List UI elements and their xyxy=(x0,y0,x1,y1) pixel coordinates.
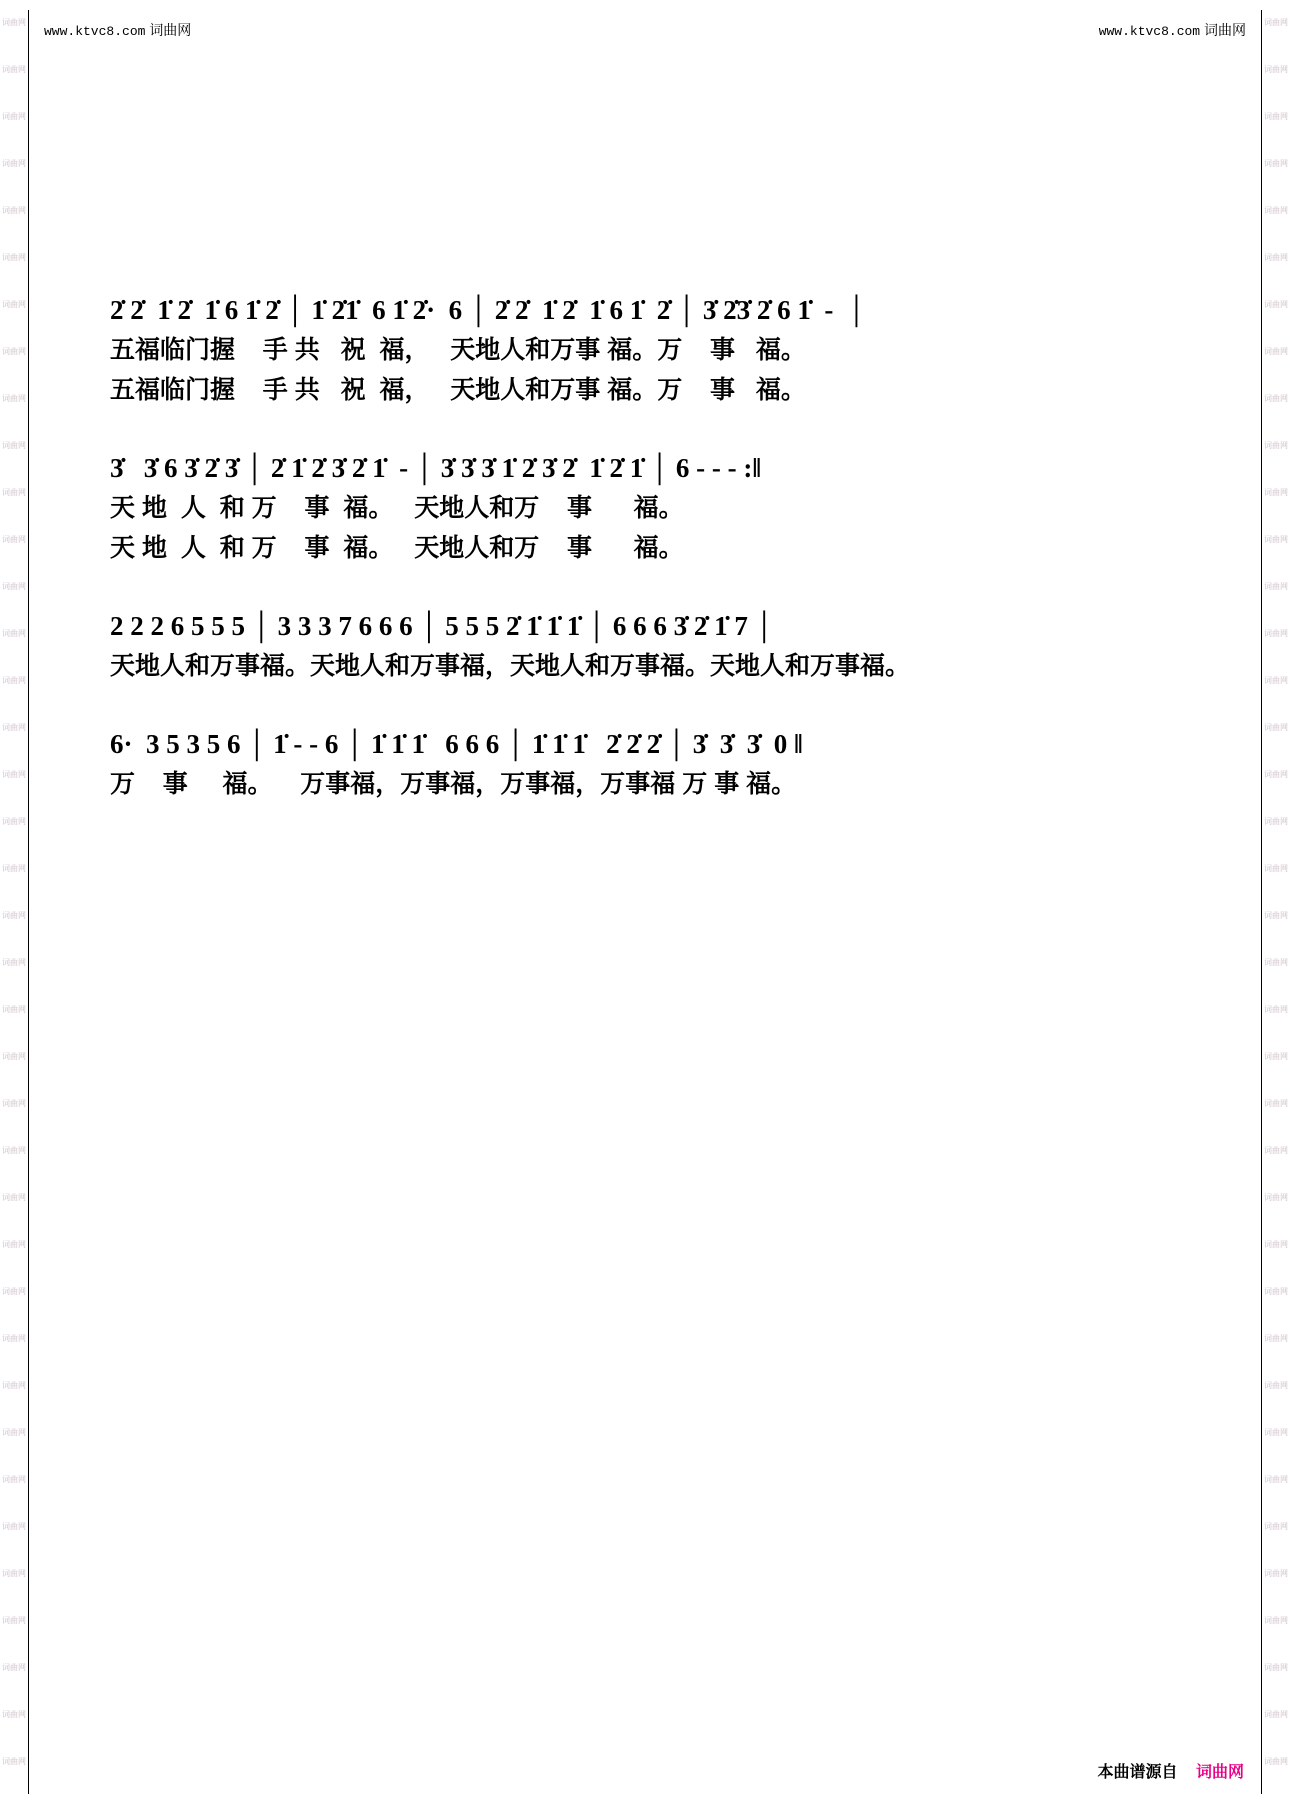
notation-line-4: 6· 3 5 3 5 6 │ 1̇ - - 6 │ 1̇ 1̇ 1̇ 6 6 6 │ 1̇ 1̇ 1̇ 2̇ 2̇ 2̇ │ 3̇ 3̇ 3̇ 0 ‖ xyxy=(110,729,803,759)
score-system-1 xyxy=(110,290,1020,410)
watermark-text: 词曲网 xyxy=(2,723,26,732)
page-frame xyxy=(28,10,1262,1794)
watermark-text: 词曲网 xyxy=(1264,535,1288,544)
watermark-text: 词曲网 xyxy=(2,1240,26,1249)
watermark-text: 词曲网 xyxy=(1264,65,1288,74)
watermark-text: 词曲网 xyxy=(2,65,26,74)
watermark-text: 词曲网 xyxy=(2,1099,26,1108)
watermark-text: 词曲网 xyxy=(2,629,26,638)
score-system-3 xyxy=(110,606,1020,686)
watermark-text: 词曲网 xyxy=(2,1052,26,1061)
header-left-url: www.ktvc8.com xyxy=(44,24,146,39)
watermark-text: 词曲网 xyxy=(1264,1475,1288,1484)
watermark-text: 词曲网 xyxy=(2,1381,26,1390)
watermark-text: 词曲网 xyxy=(1264,112,1288,121)
watermark-text: 词曲网 xyxy=(2,1522,26,1531)
watermark-text: 词曲网 xyxy=(1264,1428,1288,1437)
watermark-text: 词曲网 xyxy=(1264,723,1288,732)
header-right xyxy=(1099,20,1246,40)
watermark-text: 词曲网 xyxy=(1264,1240,1288,1249)
watermark-text: 词曲网 xyxy=(1264,864,1288,873)
lyric-line-2b: 天 地 人 和 万 事 福。 天地人和万 事 福。 xyxy=(110,534,684,562)
watermark-text: 词曲网 xyxy=(1264,1099,1288,1108)
watermark-text: 词曲网 xyxy=(1264,441,1288,450)
watermark-text: 词曲网 xyxy=(1264,300,1288,309)
watermark-text: 词曲网 xyxy=(2,1334,26,1343)
watermark-text: 词曲网 xyxy=(1264,676,1288,685)
watermark-text: 词曲网 xyxy=(1264,1522,1288,1531)
score-system-2 xyxy=(110,448,1020,568)
header-right-url: www.ktvc8.com xyxy=(1098,24,1201,39)
watermark-text: 词曲网 xyxy=(1264,629,1288,638)
header-left-site: 词曲网 xyxy=(149,22,192,38)
watermark-text: 词曲网 xyxy=(1264,582,1288,591)
watermark-text: 词曲网 xyxy=(1264,1663,1288,1672)
watermark-text: 词曲网 xyxy=(2,488,26,497)
watermark-text: 词曲网 xyxy=(1264,1052,1288,1061)
watermark-text: 词曲网 xyxy=(2,1146,26,1155)
watermark-text: 词曲网 xyxy=(2,1005,26,1014)
watermark-text: 词曲网 xyxy=(1264,1381,1288,1390)
watermark-text: 词曲网 xyxy=(2,1710,26,1719)
lyric-line-1a: 五福临门握 手 共 祝 福， 天地人和万事 福。万 事 福。 xyxy=(110,336,806,364)
footer xyxy=(1098,1759,1244,1782)
watermark-text: 词曲网 xyxy=(1264,817,1288,826)
watermark-text: 词曲网 xyxy=(2,1475,26,1484)
watermark-text: 词曲网 xyxy=(1264,770,1288,779)
watermark-text: 词曲网 xyxy=(2,676,26,685)
watermark-text: 词曲网 xyxy=(1264,1146,1288,1155)
watermark-text: 词曲网 xyxy=(1264,1287,1288,1296)
header-right-site: 词曲网 xyxy=(1204,22,1246,38)
score-system-4 xyxy=(110,724,1020,804)
watermark-text: 词曲网 xyxy=(1264,958,1288,967)
music-score xyxy=(110,290,1020,842)
watermark-text: 词曲网 xyxy=(1264,394,1288,403)
watermark-text: 词曲网 xyxy=(2,159,26,168)
watermark-text: 词曲网 xyxy=(1264,1710,1288,1719)
watermark-text: 词曲网 xyxy=(2,112,26,121)
watermark-text: 词曲网 xyxy=(1264,1569,1288,1578)
watermark-text: 词曲网 xyxy=(1264,159,1288,168)
lyric-line-1b: 五福临门握 手 共 祝 福， 天地人和万事 福。万 事 福。 xyxy=(110,376,806,404)
lyric-line-4a: 万 事 福。 万事福，万事福，万事福，万事福 万 事 福。 xyxy=(110,770,797,798)
watermark-text: 词曲网 xyxy=(2,1428,26,1437)
watermark-text: 词曲网 xyxy=(2,535,26,544)
watermark-text: 词曲网 xyxy=(1264,488,1288,497)
watermark-strip-right xyxy=(1262,0,1290,1804)
watermark-text: 词曲网 xyxy=(2,1757,26,1766)
watermark-text: 词曲网 xyxy=(1264,206,1288,215)
watermark-text: 词曲网 xyxy=(1264,1616,1288,1625)
watermark-text: 词曲网 xyxy=(2,1193,26,1202)
footer-site-link[interactable]: 词曲网 xyxy=(1195,1764,1244,1781)
watermark-text: 词曲网 xyxy=(2,817,26,826)
watermark-text: 词曲网 xyxy=(2,1616,26,1625)
watermark-text: 词曲网 xyxy=(2,253,26,262)
header-left xyxy=(44,20,191,40)
watermark-text: 词曲网 xyxy=(1264,1193,1288,1202)
lyric-line-2a: 天 地 人 和 万 事 福。 天地人和万 事 福。 xyxy=(110,494,684,522)
watermark-text: 词曲网 xyxy=(2,911,26,920)
watermark-text: 词曲网 xyxy=(2,1569,26,1578)
watermark-text: 词曲网 xyxy=(1264,1334,1288,1343)
notation-line-1: 2̇ 2̇ 1̇ 2̇ 1̇ 6 1̇ 2̇ │ 1̇ 2̇1̇ 6 1̇ 2̇· 6 │ 2̇ 2̇ 1̇ 2̇ 1̇ 6 1̇ 2̇ │ 3̇ 2̇3̇ 2̇ 6 1̇ - │ xyxy=(110,295,867,325)
footer-source-label: 本曲谱源自 xyxy=(1097,1764,1178,1781)
watermark-text: 词曲网 xyxy=(1264,1757,1288,1766)
watermark-text: 词曲网 xyxy=(2,347,26,356)
watermark-text: 词曲网 xyxy=(2,864,26,873)
watermark-text: 词曲网 xyxy=(2,300,26,309)
watermark-text: 词曲网 xyxy=(2,206,26,215)
watermark-text: 词曲网 xyxy=(2,394,26,403)
watermark-text: 词曲网 xyxy=(2,441,26,450)
watermark-text: 词曲网 xyxy=(1264,347,1288,356)
watermark-text: 词曲网 xyxy=(1264,18,1288,27)
watermark-text: 词曲网 xyxy=(1264,253,1288,262)
lyric-line-3a: 天地人和万事福。天地人和万事福，天地人和万事福。天地人和万事福。 xyxy=(110,652,911,680)
notation-line-2: 3̇ 3̇ 6 3̇ 2̇ 3̇ │ 2̇ 1̇ 2̇ 3̇ 2̇ 1̇ - │ 3̇ 3̇ 3̇ 1̇ 2̇ 3̇ 2̇ 1̇ 2̇ 1̇ │ 6 - - - :‖ xyxy=(110,453,762,483)
watermark-text: 词曲网 xyxy=(2,18,26,27)
watermark-text: 词曲网 xyxy=(2,582,26,591)
watermark-text: 词曲网 xyxy=(1264,1005,1288,1014)
watermark-text: 词曲网 xyxy=(1264,911,1288,920)
watermark-text: 词曲网 xyxy=(2,1663,26,1672)
watermark-text: 词曲网 xyxy=(2,958,26,967)
watermark-text: 词曲网 xyxy=(2,1287,26,1296)
notation-line-3: 2 2 2 6 5 5 5 │ 3 3 3 7 6 6 6 │ 5 5 5 2̇ 1̇ 1̇ 1̇ │ 6 6 6 3̇ 2̇ 1̇ 7 │ xyxy=(110,611,774,641)
watermark-text: 词曲网 xyxy=(2,770,26,779)
watermark-strip-left xyxy=(0,0,28,1804)
